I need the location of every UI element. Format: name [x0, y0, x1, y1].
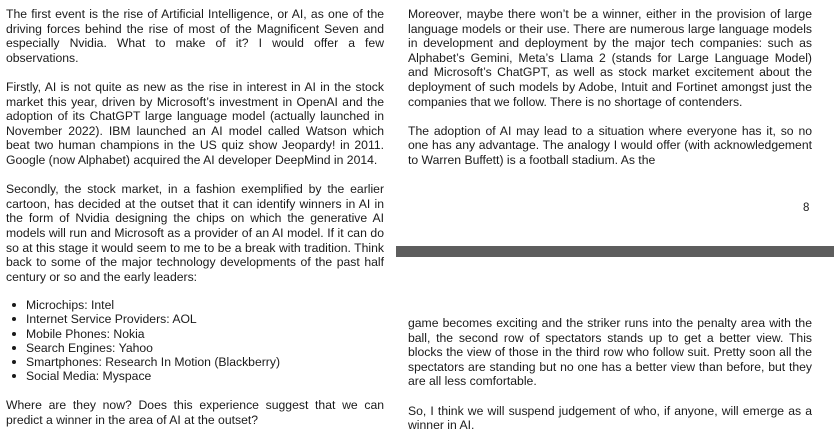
paragraph-conclusion: So, I think we will suspend judgement of who, if anyone, will emerge as a winner in AI. [408, 403, 812, 433]
paragraph-adoption: The adoption of AI may lead to a situation where everyone has it, so no one has any advantage. The analogy I would offer (with acknowledgement to Warren Buffett) is a football stadium. As the [408, 123, 812, 167]
early-leaders-list [6, 298, 384, 383]
paragraph-where-now: Where are they now? Does this experience suggest that we can predict a winner in the area of AI at the outset? [6, 398, 384, 427]
list-item: Internet Service Providers: AOL [26, 312, 384, 326]
paragraph-ai-rise: The first event is the rise of Artificial Intelligence, or AI, as one of the driving forces behind the rise of most of the Magnificent Seven and especially Nvidia. What to make of it? I would offer a few observations. [6, 7, 384, 65]
left-column [6, 7, 384, 427]
paragraph-secondly: Secondly, the stock market, in a fashion exemplified by the earlier cartoon, has decided at the outset that it can identify winners in AI in the form of Nvidia designing the chips on which the generative AI models will run and Microsoft as a provider of an AI model. If it can do so at this stage it would seem to me to be a break with tradition. Think back to some of the major technology developments of the past half century or so and the early leaders: [6, 182, 384, 284]
list-item: Mobile Phones: Nokia [26, 327, 384, 341]
paragraph-stadium: game becomes exciting and the striker runs into the penalty area with the ball, the second row of spectators stands up to get a better view. This blocks the view of those in the third row who follow suit. Pretty soon all the spectators are standing but no one has a better view than before, but they are all less comfortable. [408, 316, 812, 389]
page-break-divider [396, 246, 834, 257]
paragraph-firstly: Firstly, AI is not quite as new as the rise in interest in AI in the stock market this year, driven by Microsoft’s investment in OpenAI and the adoption of its ChatGPT large language model (actually launched in November 2022). IBM launched an AI model called Watson which beat two human champions in the US quiz show Jeopardy! in 2011. Google (now Alphabet) acquired the AI developer DeepMind in 2014. [6, 79, 384, 167]
list-item: Social Media: Myspace [26, 369, 384, 383]
list-item: Smartphones: Research In Motion (Blackberry) [26, 355, 384, 369]
page-number: 8 [803, 202, 810, 214]
right-column-top [408, 7, 812, 168]
list-item: Microchips: Intel [26, 298, 384, 312]
paragraph-moreover: Moreover, maybe there won’t be a winner, either in the provision of large language models or their use. There are numerous large language models in development and deployment by the major tech companies: such as Alphabet’s Gemini, Meta’s Llama 2 (stands for Large Language Model) and Microsoft’s ChatGPT, as well as stock market excitement about the deployment of such models by Adobe, Intuit and Fortinet amongst just the companies that we follow. There is no shortage of contenders. [408, 7, 812, 109]
list-item: Search Engines: Yahoo [26, 341, 384, 355]
right-column-bottom [408, 316, 812, 433]
